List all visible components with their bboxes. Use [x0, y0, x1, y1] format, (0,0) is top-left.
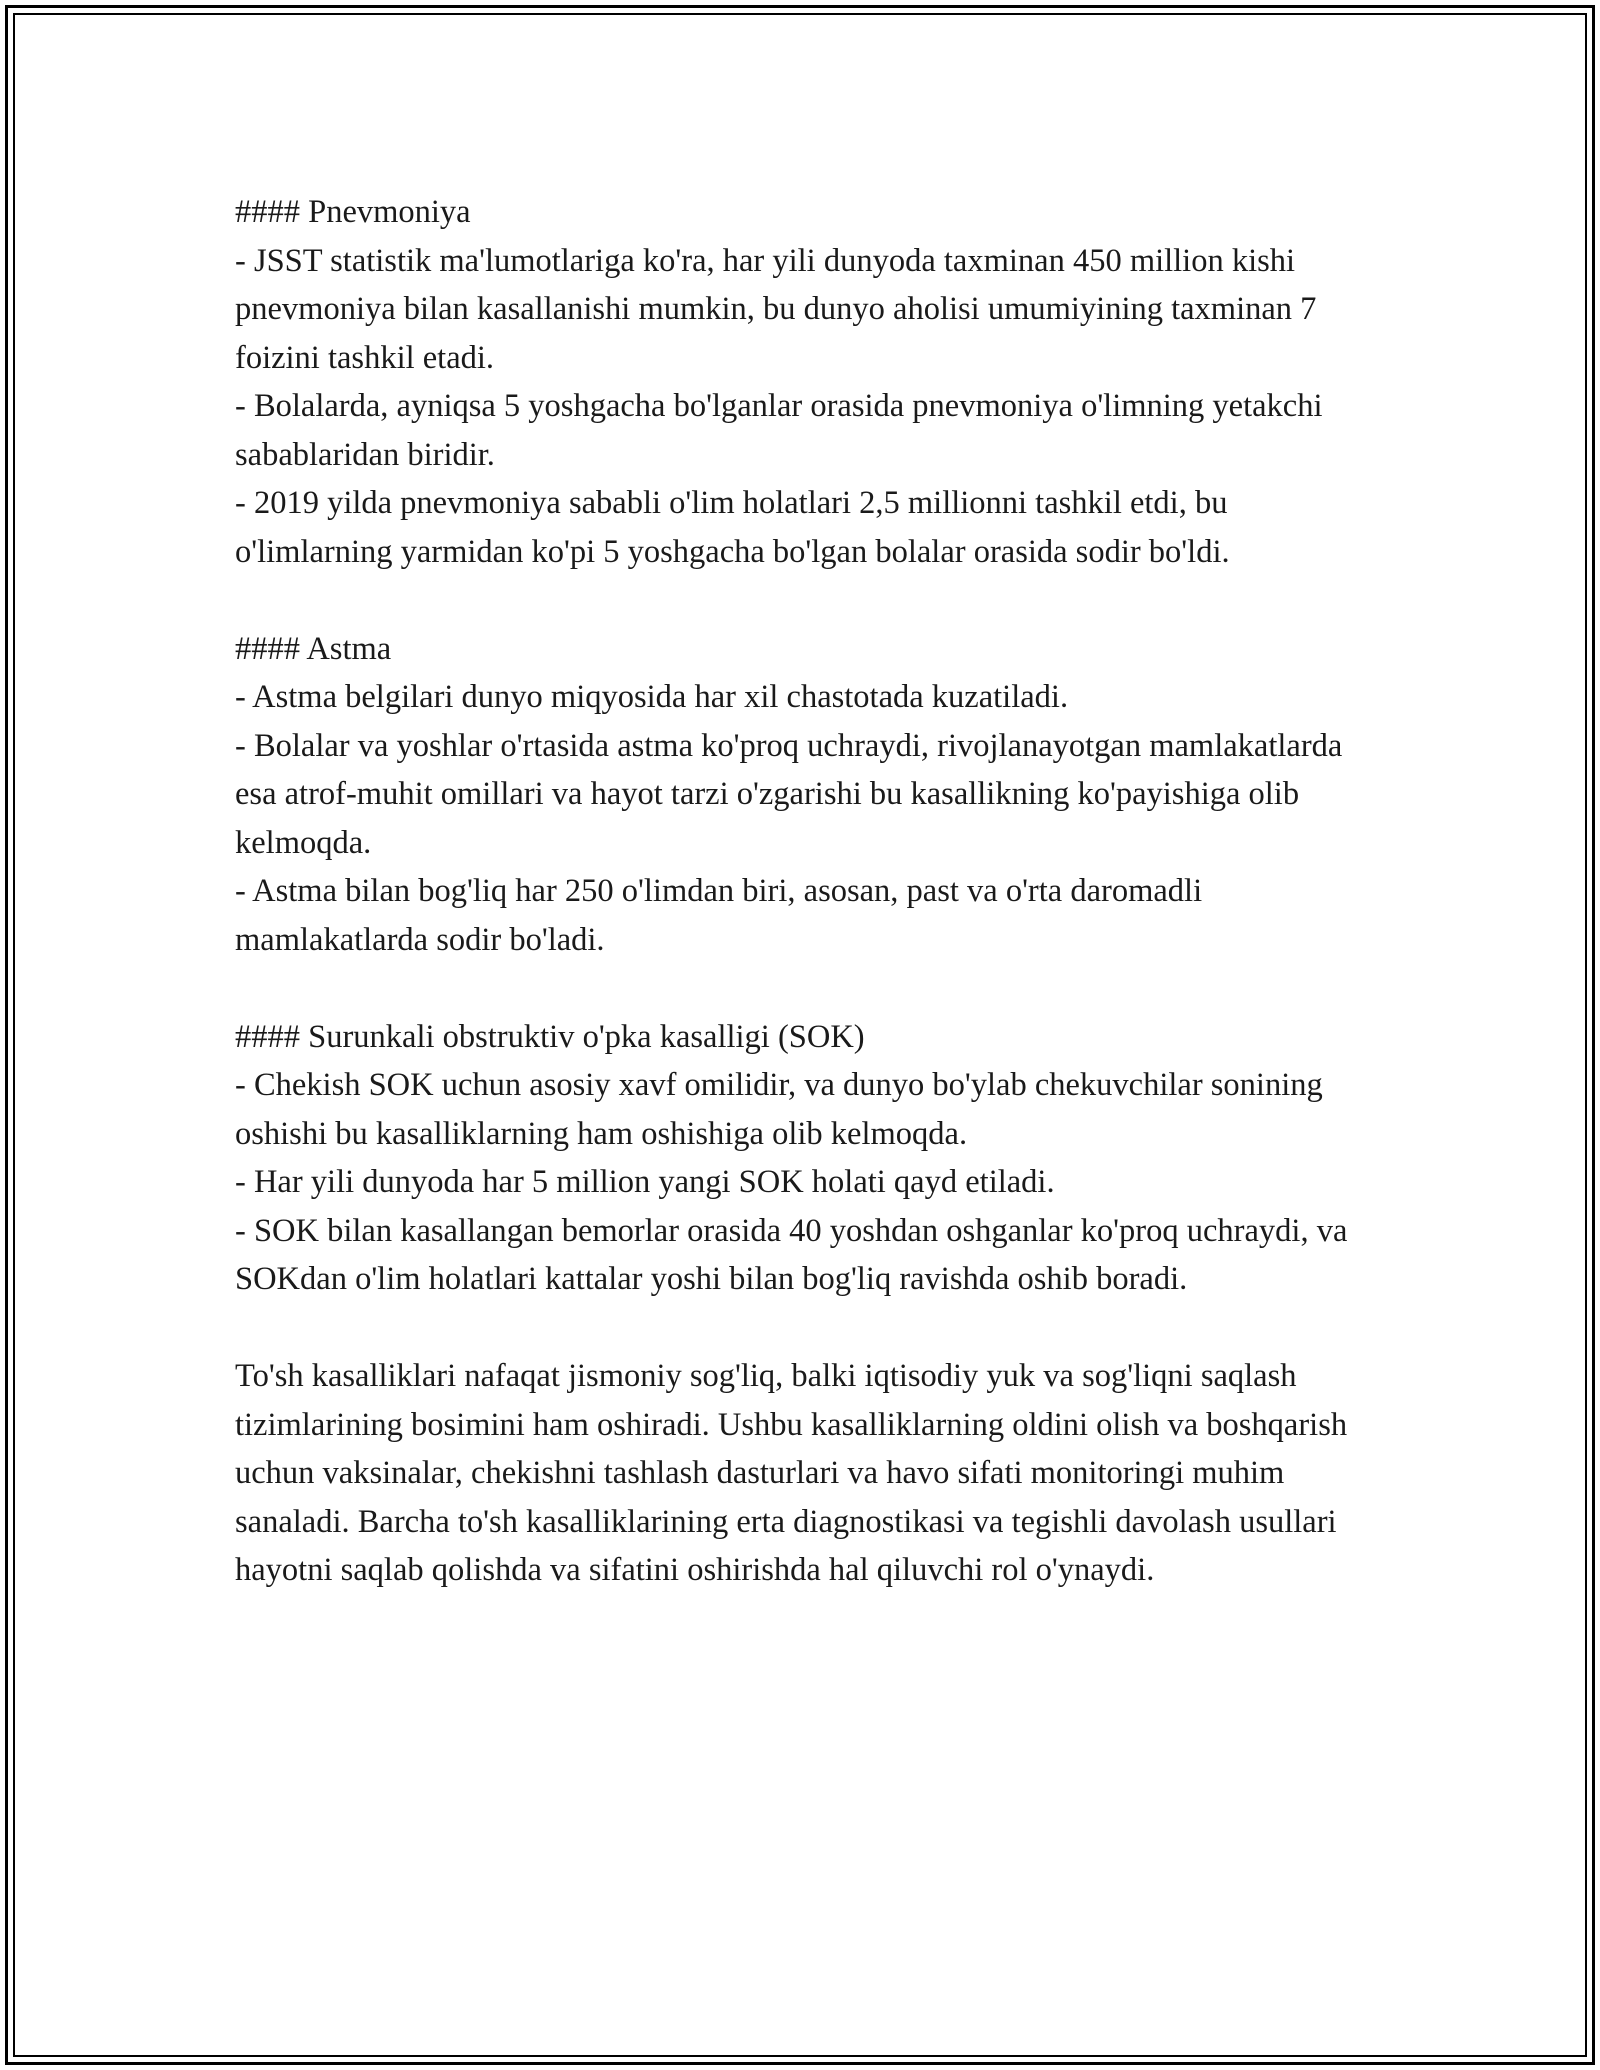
- section-heading: #### Pnevmoniya: [235, 194, 471, 230]
- section-heading: #### Astma: [235, 630, 392, 667]
- section-pnevmoniya: [235, 188, 1385, 576]
- bullet-item: - Bolalar va yoshlar o'rtasida astma ko'proq uchraydi, rivojlanayotgan mamlakatlarda esa atrof-muhit omillari va hayot tarzi o'zgarishi bu kasallikning ko'payishiga olib kelmoqda.: [235, 727, 1343, 861]
- closing-paragraph: To'sh kasalliklari nafaqat jismoniy sog'liq, balki iqtisodiy yuk va sog'liqni saqlash tizimlarining bosimini ham oshiradi. Ushbu kasalliklarning oldini olish va boshqarish uchun vaksinalar, chekishni tashlash dasturlari va havo sifati monitoringi muhim sanaladi. Barcha to'sh kasalliklarining erta diagnostikasi va tegishli davolash usullari hayotni saqlab qolishda va sifatini oshirishda hal qiluvchi rol o'ynaydi.: [235, 1358, 1348, 1588]
- bullet-item: - SOK bilan kasallangan bemorlar orasida 40 yoshdan oshganlar ko'proq uchraydi, va SOKdan o'lim holatlari kattalar yoshi bilan bog'liq ravishda oshib boradi.: [235, 1212, 1348, 1297]
- bullet-item: - Astma belgilari dunyo miqyosida har xil chastotada kuzatiladi.: [235, 679, 1069, 715]
- bullet-item: - 2019 yilda pnevmoniya sababli o'lim holatlari 2,5 millionni tashkil etdi, bu o'limlarning yarmidan ko'pi 5 yoshgacha bo'lgan bolalar orasida sodir bo'ldi.: [235, 485, 1230, 570]
- bullet-item: - Bolalarda, ayniqsa 5 yoshgacha bo'lganlar orasida pnevmoniya o'limning yetakchi sabablaridan biridir.: [235, 388, 1323, 473]
- document-body: [235, 188, 1385, 1595]
- bullet-item: - Astma bilan bog'liq har 250 o'limdan biri, asosan, past va o'rta daromadli mamlakatlarda sodir bo'ladi.: [235, 873, 1203, 958]
- section-sok: [235, 1013, 1385, 1304]
- section-astma: [235, 625, 1385, 965]
- bullet-item: - JSST statistik ma'lumotlariga ko'ra, har yili dunyoda taxminan 450 million kishi pnevmoniya bilan kasallanishi mumkin, bu dunyo aholisi umumiyining taxminan 7 foizini tashkil etadi.: [235, 242, 1317, 376]
- bullet-item: - Chekish SOK uchun asosiy xavf omilidir, va dunyo bo'ylab chekuvchilar sonining oshishi bu kasalliklarning ham oshishiga olib kelmoqda.: [235, 1067, 1323, 1152]
- section-heading: #### Surunkali obstruktiv o'pka kasalligi (SOK): [235, 1018, 865, 1055]
- bullet-item: - Har yili dunyoda har 5 million yangi SOK holati qayd etiladi.: [235, 1164, 1055, 1200]
